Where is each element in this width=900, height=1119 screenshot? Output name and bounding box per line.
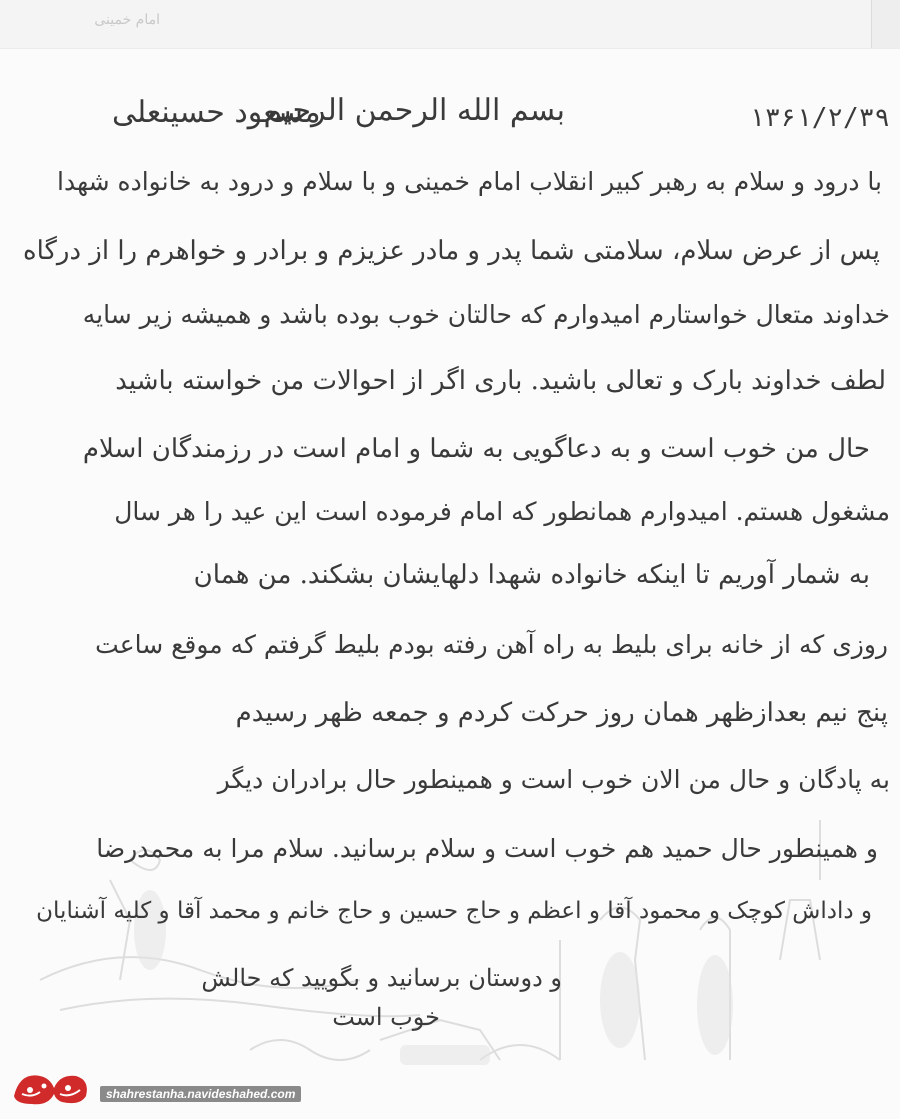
letter-line-8: روزی که از خانه برای بلیط به راه آهن رفته بودم بلیط گرفتم که موقع ساعت [95,630,888,659]
letter-line-1: با درود و سلام به رهبر کبیر انقلاب امام خمینی و با سلام و درود به خانواده شهدا [57,167,882,196]
letter-line-11: و همینطور حال حمید هم خوب است و سلام برسانید. سلام مرا به محمدرضا [96,834,878,863]
letter-date: ۱۳۶۱/۲/۳۹ [749,103,890,133]
letter-line-13: و دوستان برسانید و بگویید که حالش [201,964,562,992]
letter-line-5: حال من خوب است و به دعاگویی به شما و امام است در رزمندگان اسلام [82,434,870,464]
site-url-watermark: shahrestanha.navideshahed.com [100,1086,301,1102]
letter-line-14: خوب است [332,1003,440,1031]
watermark-footer [10,1064,310,1112]
author-name: مسعود حسینعلی [112,95,321,130]
letter-line-12: و داداش کوچک و محمود آقا و اعظم و حاج حسین و حاج خانم و محمد آقا و کلیه آشنایان [36,898,872,924]
letter-line-10: به پادگان و حال من الان خوب است و همینطور حال برادران دیگر [217,765,890,794]
faint-header-text: امام خمینی [94,12,160,28]
letter-line-7: به شمار آوریم تا اینکه خانواده شهدا دلهایشان بشکند. من همان [193,560,870,590]
letter-line-9: پنج نیم بعدازظهر همان روز حرکت کردم و جمعه ظهر رسیدم [235,698,888,728]
letter-line-6: مشغول هستم. امیدوارم همانطور که امام فرموده است این عید را هر سال [114,497,890,526]
bismillah-heading: بسم الله الرحمن الرحیم [263,93,565,128]
letter-line-3: خداوند متعال خواستارم امیدوارم که حالتان خوب بوده باشد و همیشه زیر سایه [82,300,890,329]
letter-line-4: لطف خداوند بارک و تعالی باشید. باری اگر از احوالات من خواسته باشید [115,366,886,396]
navideshahed-logo [10,1066,92,1108]
letter-line-2: پس از عرض سلام، سلامتی شما پدر و مادر عزیزم و برادر و خواهرم را از درگاه [22,236,880,266]
